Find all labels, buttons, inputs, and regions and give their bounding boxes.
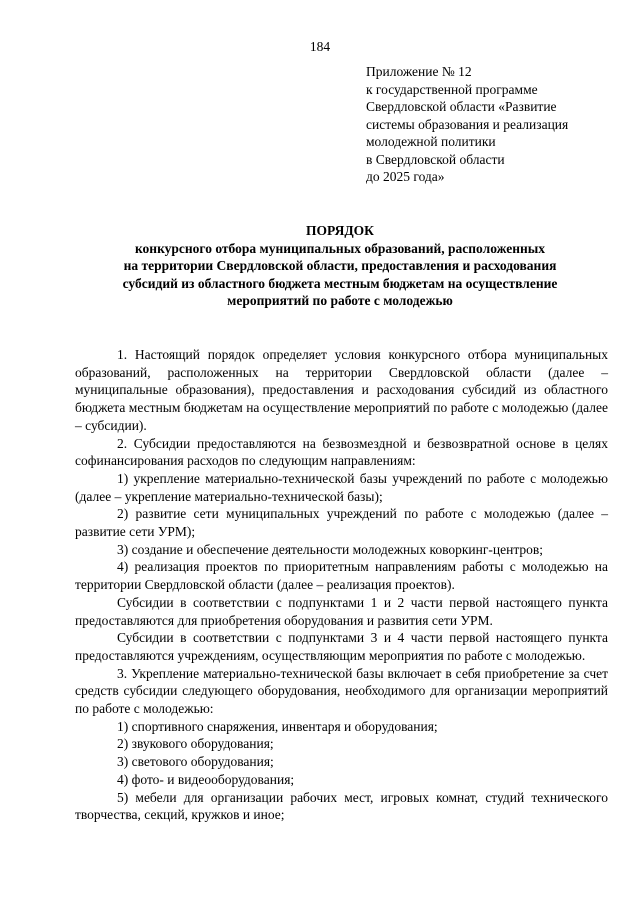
title-line: субсидий из областного бюджета местным бюджетам на осуществление: [122, 275, 558, 291]
paragraph: 2. Субсидии предоставляются на безвозмездной и безвозвратной основе в целях софинансирования расходов по следующим направлениям:: [75, 435, 608, 469]
paragraph: 4) реализация проектов по приоритетным направлениям работы с молодежью на территории Свердловской области (далее – реализация проектов).: [75, 559, 608, 593]
paragraph: Субсидии в соответствии с подпунктами 1 и 2 части первой настоящего пункта предоставляются для приобретения оборудования и развития сети УРМ.: [75, 594, 608, 628]
appendix-line: в Свердловской области: [366, 151, 505, 167]
paragraph: 3. Укрепление материально-технической базы включает в себя приобретение за счет средств субсидии следующего оборудования, необходимого для организации мероприятий по работе с молодежью:: [75, 665, 608, 717]
paragraph: 3) создание и обеспечение деятельности молодежных коворкинг-центров;: [117, 541, 544, 557]
document-body: [75, 346, 608, 824]
page-number: 184: [309, 39, 331, 54]
appendix-line: Приложение № 12: [366, 64, 472, 79]
appendix-line: к государственной программе: [366, 81, 538, 97]
appendix-header: [366, 63, 626, 186]
title-line: конкурсного отбора муниципальных образований, расположенных: [134, 240, 546, 256]
appendix-line: системы образования и реализация: [366, 116, 569, 132]
appendix-line: молодежной политики: [366, 134, 496, 149]
paragraph: 1) укрепление материально-технической базы учреждений по работе с молодежью (далее – укрепление материально-технической базы);: [75, 470, 608, 504]
paragraph: Субсидии в соответствии с подпунктами 3 и 4 части первой настоящего пункта предоставляются учреждениям, осуществляющим мероприятия по работе с молодежью.: [75, 630, 608, 663]
paragraph: 1) спортивного снаряжения, инвентаря и оборудования;: [117, 718, 438, 734]
paragraph: 1. Настоящий порядок определяет условия конкурсного отбора муниципальных образований, расположенных на территории Свердловской области (далее – муниципальные образования), предоставления и расходования субсидий из областного бюджета местным бюджетам на осуществление мероприятий по работе с молодежью (далее – субсидии).: [75, 347, 608, 433]
paragraph: 4) фото- и видеооборудования;: [117, 771, 295, 787]
paragraph: 2) развитие сети муниципальных учреждений по работе с молодежью (далее – развитие сети УРМ);: [75, 506, 608, 540]
appendix-line: до 2025 года»: [366, 169, 445, 184]
title-line: мероприятий по работе с молодежью: [227, 293, 453, 308]
document-title: [60, 222, 620, 310]
title-line: на территории Свердловской области, предоставления и расходования: [123, 258, 557, 273]
title-line: ПОРЯДОК: [306, 223, 374, 238]
paragraph: 2) звукового оборудования;: [117, 736, 274, 752]
paragraph: 3) светового оборудования;: [117, 754, 274, 770]
appendix-line: Свердловской области «Развитие: [366, 99, 557, 114]
paragraph: 5) мебели для организации рабочих мест, игровых комнат, студий технического творчества, секций, кружков и иное;: [75, 789, 608, 823]
